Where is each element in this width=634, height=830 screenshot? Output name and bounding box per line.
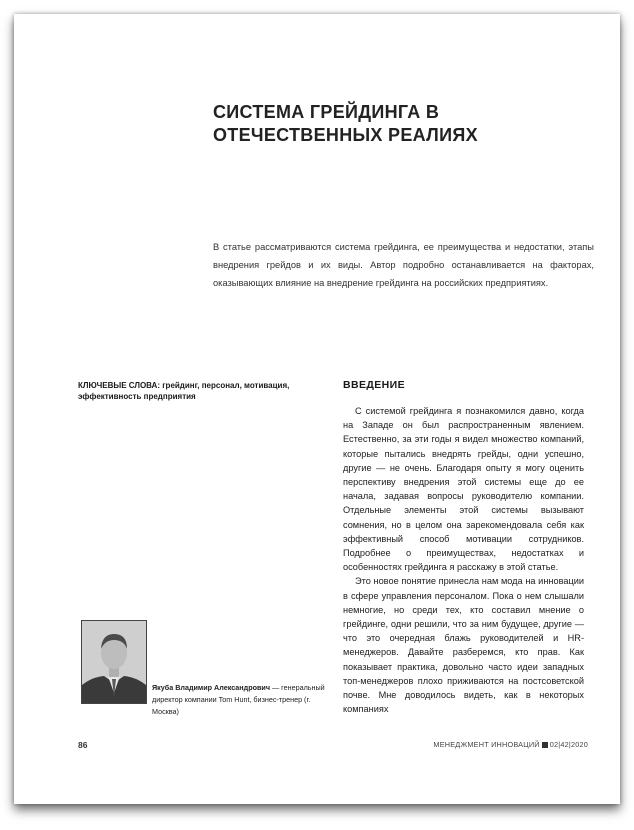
journal-footer xyxy=(420,740,588,749)
square-icon xyxy=(542,742,548,748)
body-paragraph: Это новое понятие принесла нам мода на инновации в сфере управления персоналом. Пока о нем слышали немногие, но среди тех, кто составил мнение о грейдинге, одни решили, что за ним будущее, другие — что это очередная блажь руководителей и HR-менеджеров. Давайте разберемся, кто прав. Как показывает практика, довольно часто идеи западных топ-менеджеров плохо приживаются на постсоветской почве. Мне доводилось видеть, как в некоторых компаниях xyxy=(343,576,584,715)
keywords: КЛЮЧЕВЫЕ СЛОВА: грейдинг, персонал, мотивация, эффективность предприятия xyxy=(78,381,290,401)
author-photo xyxy=(81,620,147,704)
section-heading: ВВЕДЕНИЕ xyxy=(343,379,405,391)
page-number: 86 xyxy=(78,740,88,750)
journal-name: МЕНЕДЖМЕНТ ИННОВАЦИЙ xyxy=(433,740,540,749)
author-portrait-icon xyxy=(82,621,146,703)
journal-issue: 02|42|2020 xyxy=(549,740,588,749)
body-paragraph: С системой грейдинга я познакомился давно, когда на Западе он был распространенным явлением. Естественно, за эти годы я видел множество компаний, которые пытались внедрять грейды, одни успешно, другие — не очень. Благодаря опыту я могу оценить перспективу внедрения этой системы еще до ее начала, задавая вопросы руководителю компании. Отдельные элементы этой системы вызывают сомнения, но в целом она зарекомендовала себя как эффективный способ мотивации сотрудников. Подробнее о преимуществах, недостатках и особенностях грейдинга я расскажу в этой статье. xyxy=(343,406,584,573)
body-text xyxy=(343,404,584,716)
article-title: СИСТЕМА ГРЕЙДИНГА В ОТЕЧЕСТВЕННЫХ РЕАЛИЯХ xyxy=(213,102,478,145)
author-description: — генеральный директор компании Tom Hunt, бизнес-тренер (г. Москва) xyxy=(152,683,325,716)
author-info xyxy=(152,682,330,718)
author-name: Якуба Владимир Александрович xyxy=(152,683,270,692)
article-abstract: В статье рассматриваются система грейдинга, ее преимущества и недостатки, этапы внедрения грейдов и их виды. Автор подробно останавливается на факторах, оказывающих влияние на внедрение грейдинга на российских предприятиях. xyxy=(213,242,594,288)
